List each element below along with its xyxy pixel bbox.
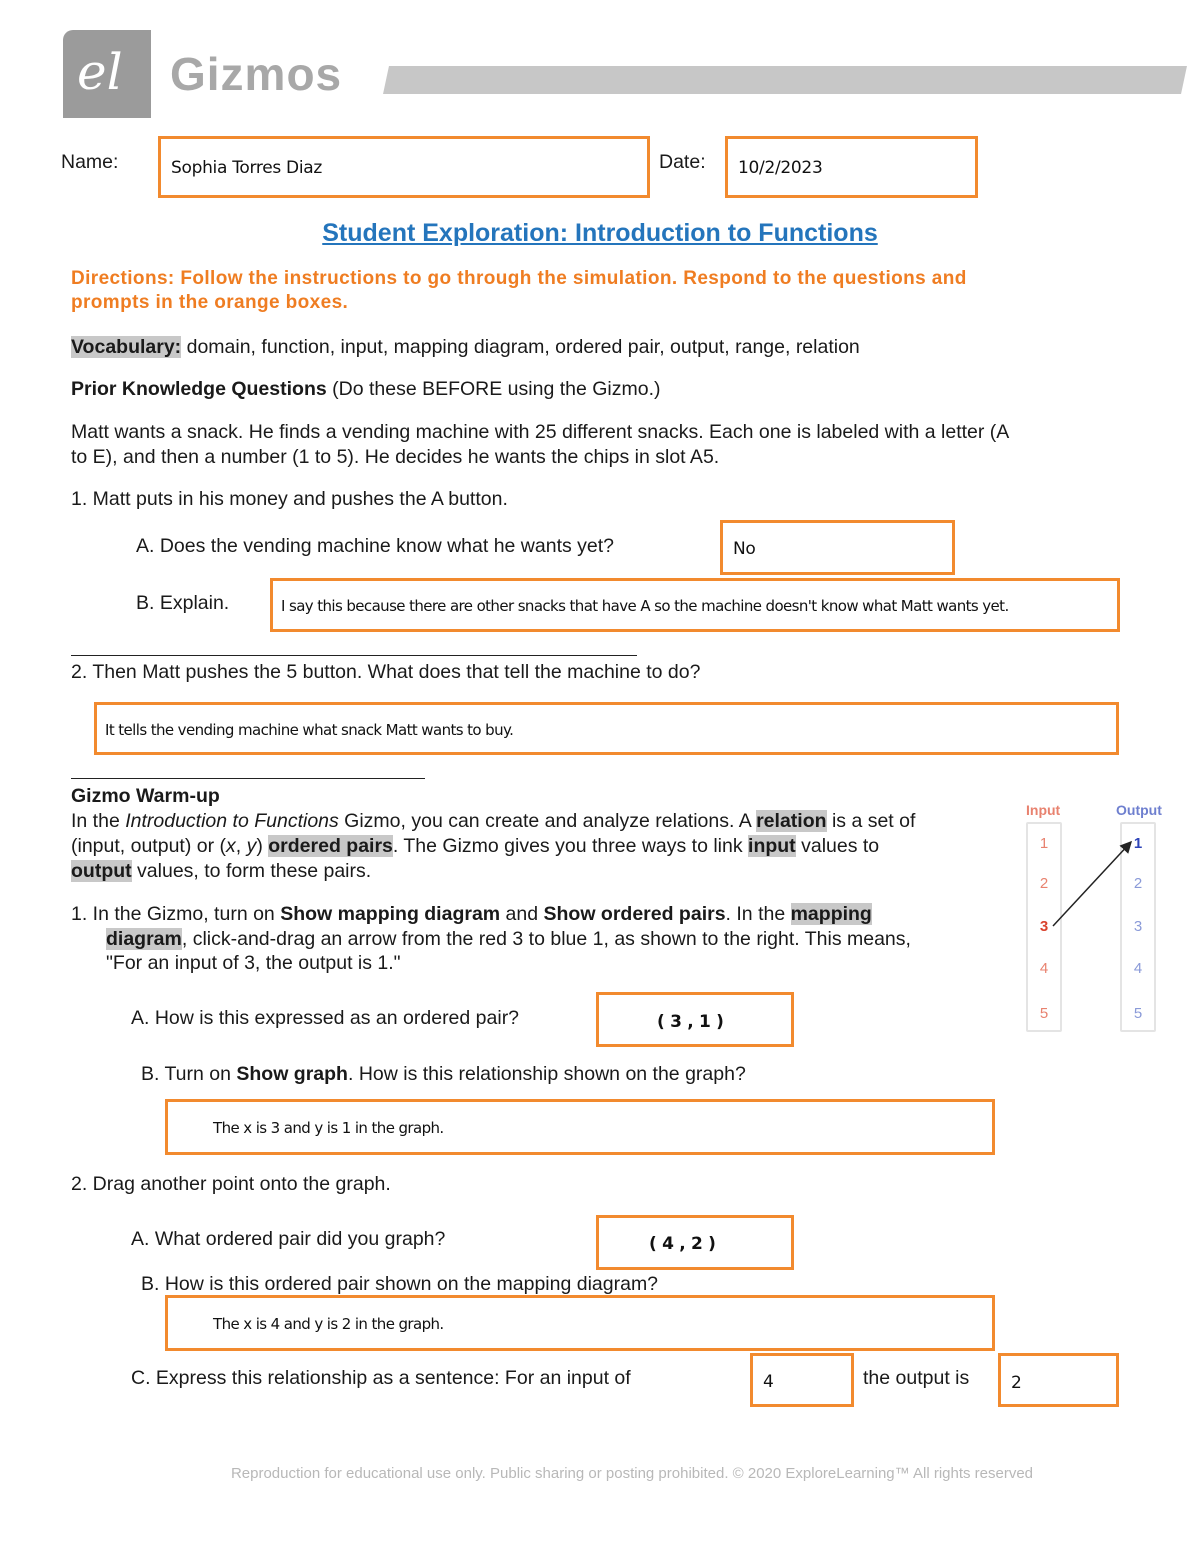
warmup-question-1-line-1: 1. In the Gizmo, turn on Show mapping diagram and Show ordered pairs. In the mapping (71, 903, 872, 925)
answer-box-w2b[interactable]: The x is 4 and y is 2 in the graph. (165, 1295, 995, 1351)
warmup-heading: Gizmo Warm-up (71, 785, 220, 807)
logo-icon: el (77, 43, 123, 101)
warmup-question-2b: B. How is this ordered pair shown on the mapping diagram? (141, 1273, 659, 1295)
arrow-3-to-1 (1053, 842, 1131, 926)
warmup-question-2c-mid: the output is (863, 1367, 970, 1389)
answer-box-w2c-output[interactable]: 2 (998, 1353, 1119, 1407)
input-value-3[interactable]: 3 (1039, 918, 1049, 935)
header-bar (383, 66, 1187, 94)
input-value-1[interactable]: 1 (1039, 835, 1049, 852)
warmup-line-3: output values, to form these pairs. (71, 860, 372, 882)
input-value-5[interactable]: 5 (1039, 1005, 1049, 1022)
warmup-question-2: 2. Drag another point onto the graph. (71, 1173, 391, 1195)
directions-line-1: Directions: Follow the instructions to go through the simulation. Respond to the questions and (71, 268, 967, 289)
footer-text: Reproduction for educational use only. Public sharing or posting prohibited. © 2020 ExploreLearning™ All rights reserved (230, 1465, 1034, 1482)
warmup-line-1: In the Introduction to Functions Gizmo, you can create and analyze relations. A relation is a set of (71, 810, 916, 832)
mapping-arrow (1020, 800, 1170, 1040)
name-label: Name: (61, 151, 119, 173)
divider-1 (71, 655, 637, 656)
prior-paragraph-line-1: Matt wants a snack. He finds a vending machine with 25 different snacks. Each one is labeled with a letter (A (71, 421, 1010, 443)
vocabulary-terms: domain, function, input, mapping diagram, ordered pair, output, range, relation (181, 336, 860, 358)
answer-box-w2c-input[interactable]: 4 (750, 1353, 854, 1407)
output-value-5[interactable]: 5 (1133, 1005, 1143, 1022)
logo-block (63, 30, 151, 118)
prior-paragraph-line-2: to E), and then a number (1 to 5). He decides he wants the chips in slot A5. (71, 446, 720, 468)
answer-box-1b[interactable]: I say this because there are other snacks that have A so the machine doesn't know what Matt wants yet. (270, 578, 1120, 632)
warmup-question-2a: A. What ordered pair did you graph? (131, 1228, 446, 1250)
input-label: Input (1026, 802, 1061, 818)
warmup-question-1a: A. How is this expressed as an ordered pair? (131, 1007, 520, 1029)
prior-note: (Do these BEFORE using the Gizmo.) (326, 378, 661, 400)
answer-box-w1a[interactable]: ( 3 , 1 ) (596, 992, 794, 1047)
prior-question-1b: B. Explain. (136, 592, 230, 614)
answer-box-1a[interactable]: No (720, 520, 955, 575)
date-label: Date: (659, 151, 706, 173)
warmup-question-1-line-3: "For an input of 3, the output is 1." (106, 952, 401, 974)
output-value-4[interactable]: 4 (1133, 960, 1143, 977)
prior-heading: Prior Knowledge Questions (71, 378, 327, 400)
warmup-question-2c: C. Express this relationship as a sentence: For an input of (131, 1367, 631, 1389)
directions-line-2: prompts in the orange boxes. (71, 292, 349, 313)
answer-box-w2a[interactable]: ( 4 , 2 ) (596, 1215, 794, 1270)
prior-knowledge-heading (71, 377, 661, 402)
mapping-diagram (1020, 800, 1170, 1040)
warmup-line-2: (input, output) or (x, y) ordered pairs. The Gizmo gives you three ways to link input values to (71, 835, 880, 857)
input-value-2[interactable]: 2 (1039, 875, 1049, 892)
answer-box-2[interactable]: It tells the vending machine what snack Matt wants to buy. (94, 702, 1119, 755)
vocabulary (71, 335, 860, 360)
output-value-3[interactable]: 3 (1133, 918, 1143, 935)
divider-2 (71, 778, 425, 779)
page-title: Student Exploration: Introduction to Functions (322, 219, 878, 247)
prior-question-1a: A. Does the vending machine know what he wants yet? (136, 535, 615, 557)
output-value-1[interactable]: 1 (1133, 835, 1143, 852)
prior-question-2: 2. Then Matt pushes the 5 button. What does that tell the machine to do? (71, 661, 701, 683)
warmup-question-1b: B. Turn on Show graph. How is this relationship shown on the graph? (141, 1063, 746, 1085)
output-label: Output (1116, 802, 1162, 818)
name-field[interactable]: Sophia Torres Diaz (158, 136, 650, 198)
answer-box-w1b[interactable]: The x is 3 and y is 1 in the graph. (165, 1099, 995, 1155)
output-value-2[interactable]: 2 (1133, 875, 1143, 892)
date-field[interactable]: 10/2/2023 (725, 136, 978, 198)
input-value-4[interactable]: 4 (1039, 960, 1049, 977)
warmup-question-1-line-2: diagram, click-and-drag an arrow from the red 3 to blue 1, as shown to the right. This means, (106, 928, 911, 950)
vocabulary-label: Vocabulary: (71, 336, 182, 358)
prior-question-1: 1. Matt puts in his money and pushes the A button. (71, 488, 508, 510)
brand-name: Gizmos (170, 48, 343, 100)
